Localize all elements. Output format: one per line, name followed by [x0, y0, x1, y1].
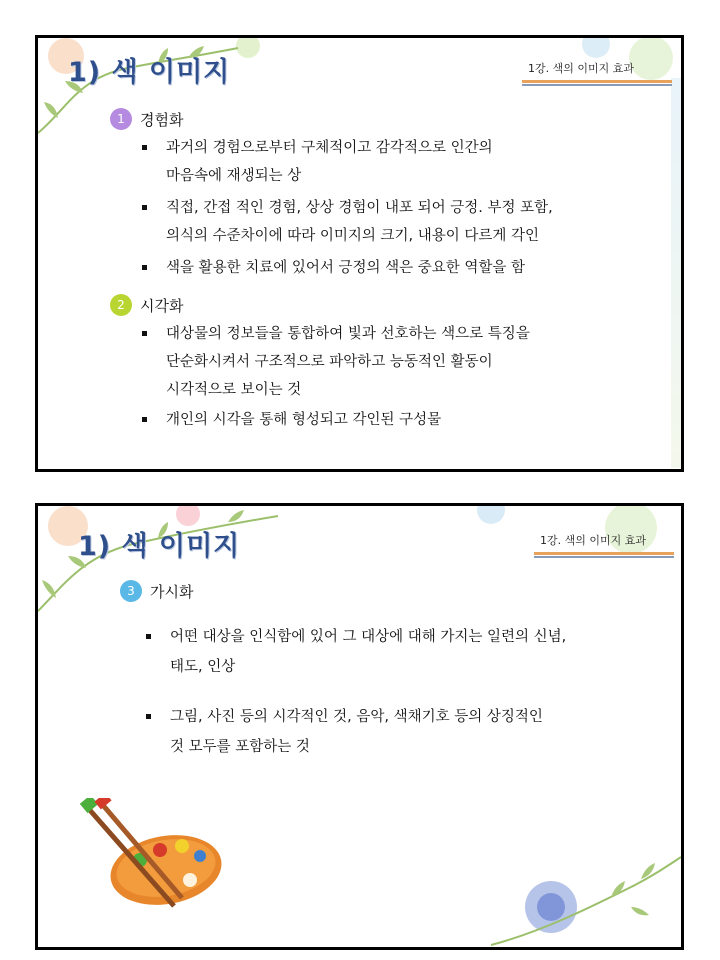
- section-3-bullet-list: [146, 622, 566, 762]
- right-edge-stripe: [671, 78, 681, 468]
- number-badge-1: [110, 108, 132, 130]
- bullet-text-line: 시각적으로 보이는 것: [166, 382, 302, 398]
- bullet-text-line: 그림, 사진 등의 시각적인 것, 음악, 색채기호 등의 상징적인: [170, 709, 543, 725]
- slide-2: [35, 503, 684, 950]
- course-label: 1강. 색의 이미지 효과: [540, 534, 646, 547]
- course-label: 1강. 색의 이미지 효과: [528, 62, 634, 75]
- bullet-text-line: 단순화시켜서 구조적으로 파악하고 능동적인 활동이: [166, 354, 493, 370]
- section-2-bullet-list: [142, 320, 530, 434]
- section-heading-3: [120, 580, 193, 602]
- section-heading-label: 시각화: [140, 296, 184, 315]
- bullet-text-line: 개인의 시각을 통해 형성되고 각인된 구성물: [166, 412, 442, 428]
- list-item: [142, 320, 530, 404]
- bullet-text-line: 대상물의 정보들을 통합하여 빛과 선호하는 색으로 특징을: [166, 326, 530, 342]
- section-heading-1: [110, 108, 183, 130]
- section-heading-2: [110, 294, 183, 316]
- bullet-text-line: 의식의 수준차이에 따라 이미지의 크기, 내용이 다르게 각인: [166, 228, 540, 244]
- section-1-bullet-list: [142, 134, 553, 282]
- list-item: [142, 134, 553, 190]
- bullet-square-icon: [146, 634, 151, 639]
- section-heading-label: 가시화: [150, 582, 194, 601]
- bullet-square-icon: [142, 205, 147, 210]
- paint-palette-illustration: [78, 798, 228, 918]
- bullet-text-line: 어떤 대상을 인식함에 있어 그 대상에 대해 가지는 일련의 신념,: [170, 629, 567, 645]
- slide-title: 1) 색 이미지: [78, 531, 241, 562]
- course-label-underline: [534, 552, 674, 555]
- number-badge-label: 1: [117, 112, 125, 126]
- number-badge-2: [110, 294, 132, 316]
- bullet-text-line: 색을 활용한 치료에 있어서 긍정의 색은 중요한 역할을 함: [166, 260, 526, 276]
- list-item: [146, 622, 566, 682]
- vine-decoration-bottom-right: [481, 837, 681, 947]
- bullet-square-icon: [142, 417, 147, 422]
- bullet-text-line: 것 모두를 포함하는 것: [170, 739, 310, 755]
- course-label-underline: [522, 80, 672, 83]
- course-label-underline-secondary: [534, 556, 674, 558]
- number-badge-label: 3: [127, 584, 135, 598]
- list-spacer: [146, 682, 566, 702]
- bullet-text-line: 태도, 인상: [170, 659, 236, 675]
- bullet-square-icon: [142, 331, 147, 336]
- bullet-square-icon: [142, 265, 147, 270]
- section-heading-label: 경험화: [140, 110, 184, 129]
- bullet-square-icon: [146, 714, 151, 719]
- list-item: [146, 702, 566, 762]
- bullet-square-icon: [142, 145, 147, 150]
- number-badge-label: 2: [117, 298, 125, 312]
- list-item: [142, 406, 530, 434]
- bullet-text-line: 과거의 경험으로부터 구체적이고 감각적으로 인간의: [166, 140, 493, 156]
- list-item: [142, 254, 553, 282]
- course-label-underline-secondary: [522, 84, 672, 86]
- slide-title: 1) 색 이미지: [68, 57, 231, 88]
- list-item: [142, 194, 553, 250]
- bullet-text-line: 마음속에 재생되는 상: [166, 168, 302, 184]
- number-badge-3: [120, 580, 142, 602]
- slide-1: [35, 35, 684, 472]
- bullet-text-line: 직접, 간접 적인 경험, 상상 경험이 내포 되어 긍정. 부정 포함,: [166, 200, 553, 216]
